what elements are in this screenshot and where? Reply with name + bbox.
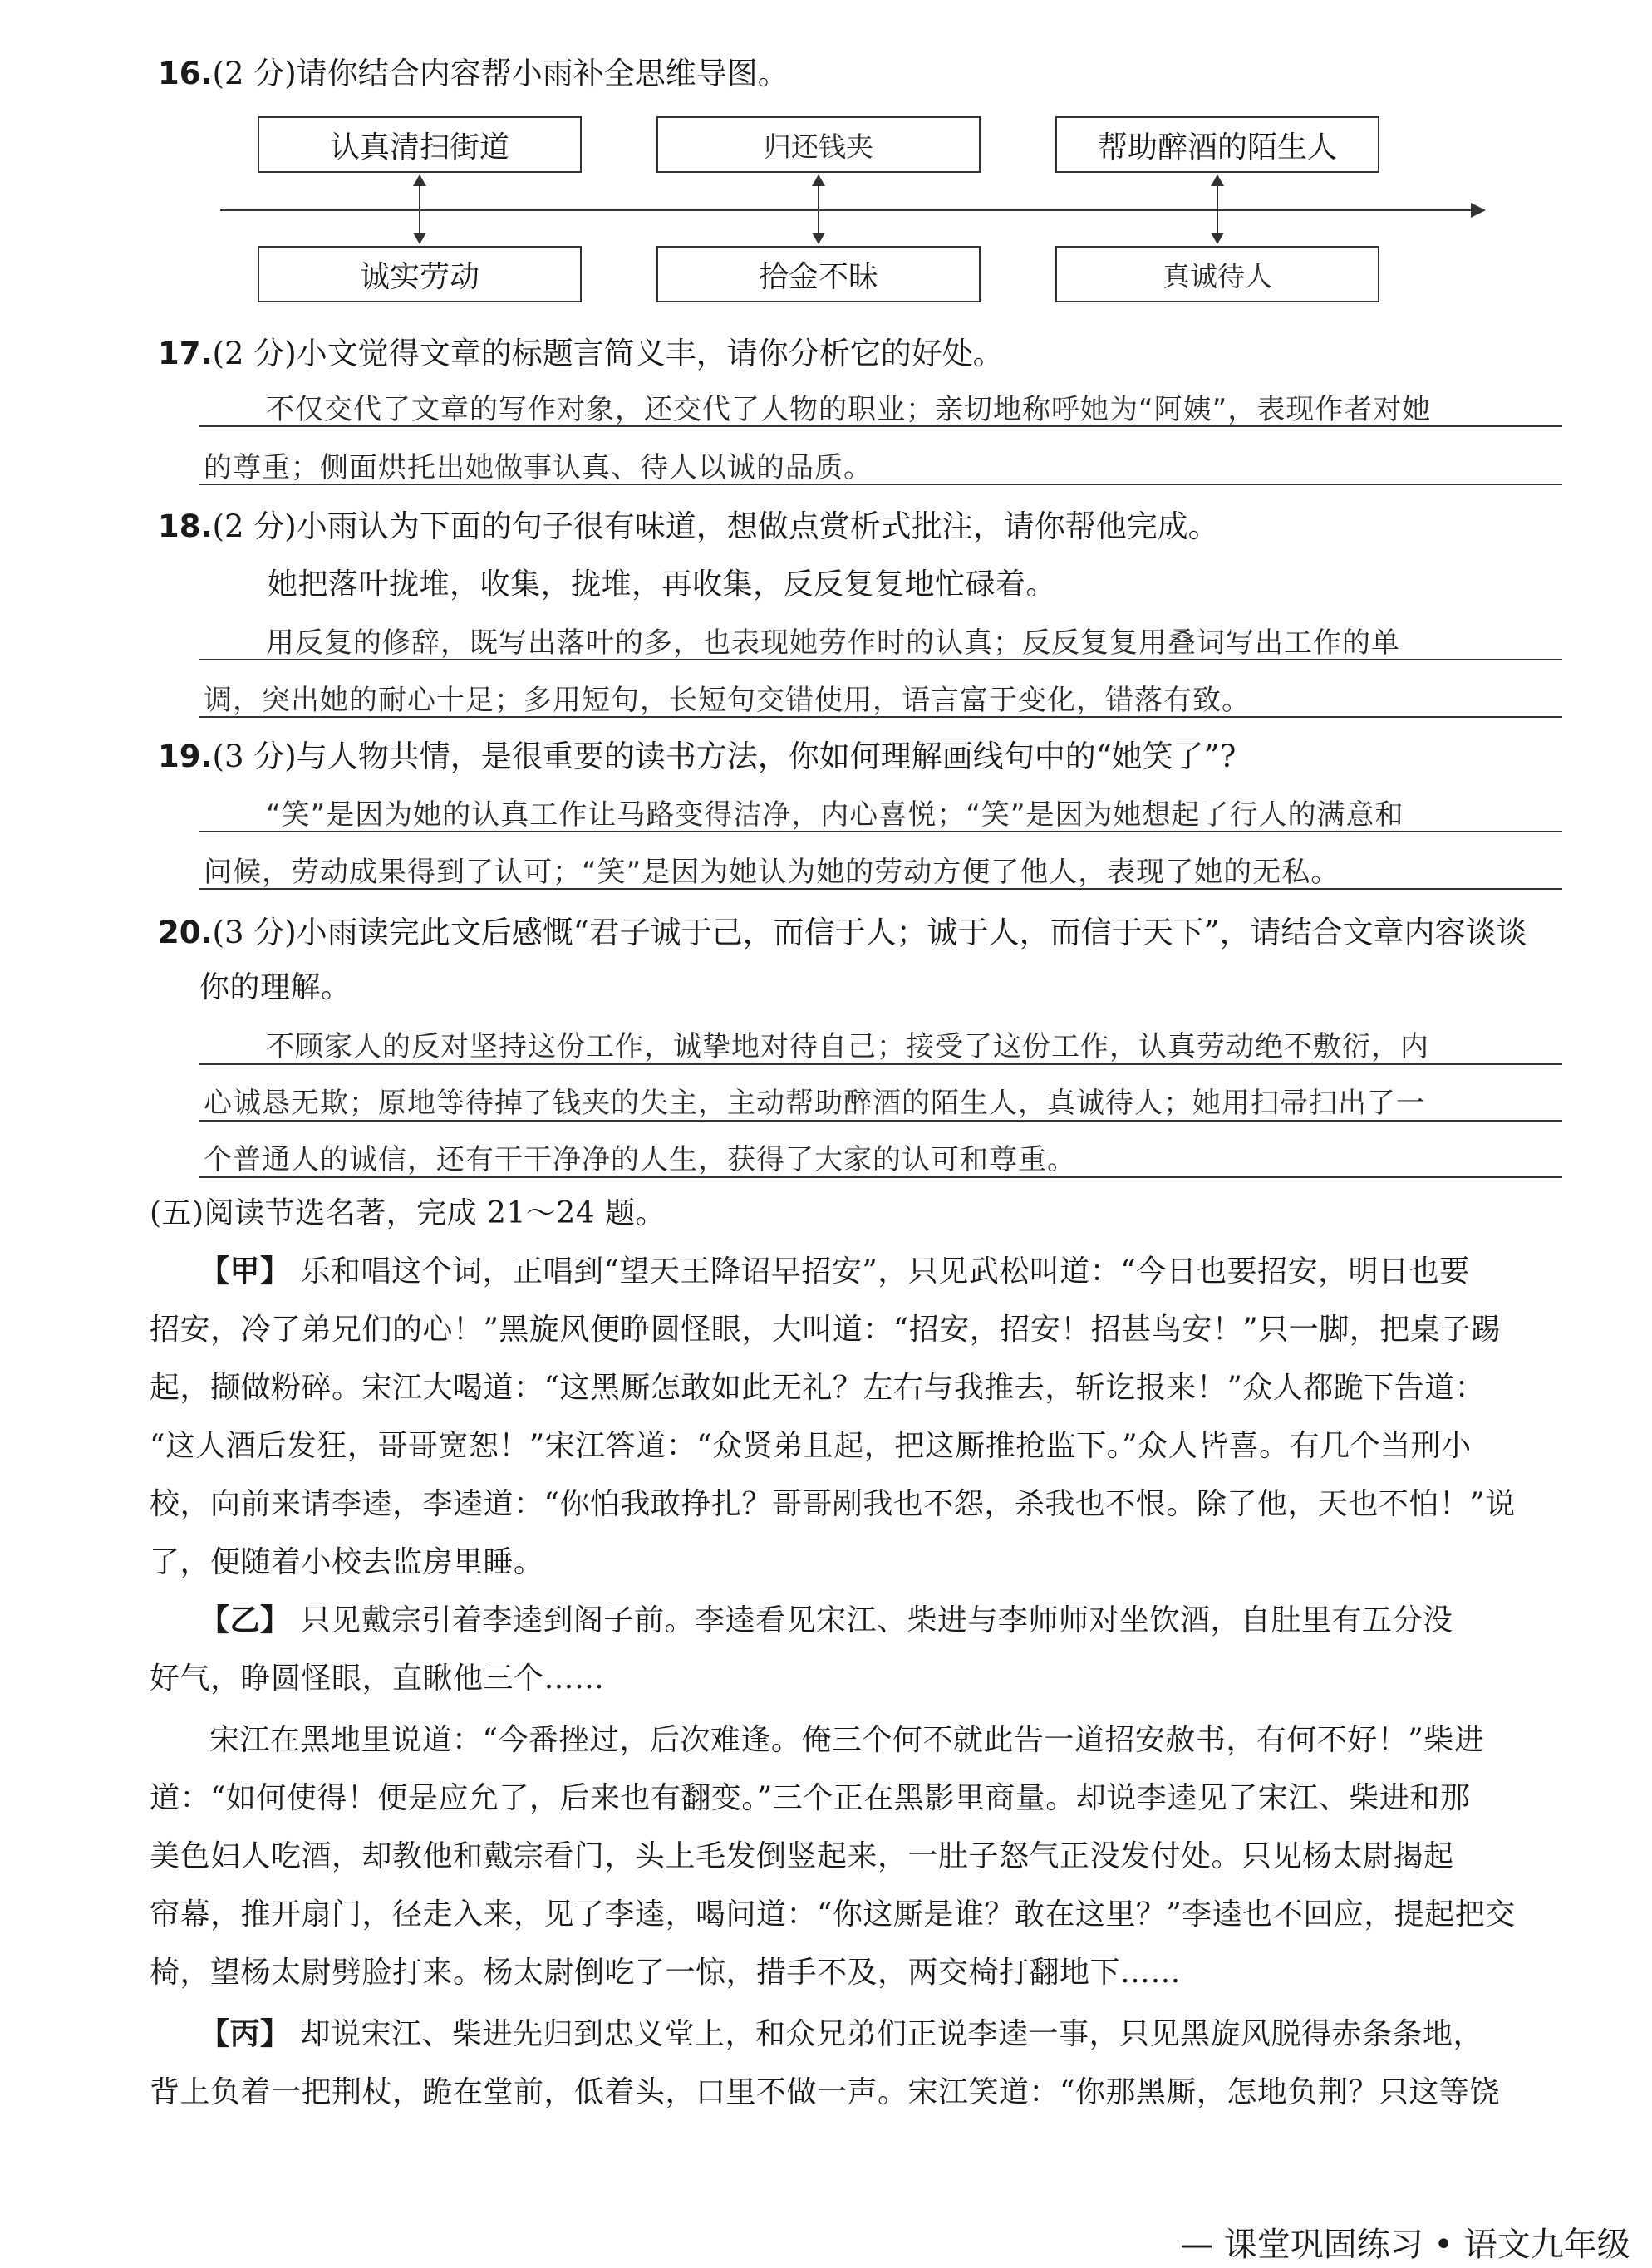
passage-tag: 【甲】 xyxy=(199,1254,291,1289)
passage-line: 椅，望杨太尉劈脸打来。杨太尉倒吃了一惊，措手不及，两交椅打翻地下…… xyxy=(150,1956,1182,1990)
question-16 xyxy=(158,48,789,93)
map-box-top-3: 帮助醉酒的陌生人 xyxy=(1055,116,1379,173)
map-box-top-1: 认真清扫街道 xyxy=(258,116,582,173)
question-number: 17. xyxy=(158,336,213,371)
question-number: 20. xyxy=(158,915,213,950)
answer-underline xyxy=(199,484,1562,485)
passage-tag: 【丙】 xyxy=(199,2016,291,2051)
answer-underline xyxy=(199,425,1562,427)
answer-underline xyxy=(199,659,1562,660)
question-number: 19. xyxy=(158,739,213,774)
timeline-arrow-icon xyxy=(1471,203,1486,218)
answer-underline xyxy=(199,1176,1562,1178)
answer-line: 调，突出她的耐心十足；多用短句，长短句交错使用，语言富于变化，错落有致。 xyxy=(204,684,1251,717)
passage-line xyxy=(199,1597,1453,1639)
section-heading: (五)阅读节选名著，完成 21～24 题。 xyxy=(150,1196,666,1230)
answer-underline xyxy=(199,1063,1562,1065)
passage-line: 招安，冷了弟兄们的心！”黑旋风便睁圆怪眼，大叫道：“招安，招安！招甚鸟安！”只一脚，把桌子踢 xyxy=(150,1313,1502,1347)
answer-underline xyxy=(199,1120,1562,1122)
question-text: (3 分)与人物共情，是很重要的读书方法，你如何理解画线句中的“她笑了”? xyxy=(212,739,1237,774)
question-20 xyxy=(158,907,1527,952)
arrow-down-icon xyxy=(413,233,426,244)
question-19 xyxy=(158,731,1236,776)
passage-line: 帘幕，推开扇门，径走入来，见了李逵，喝问道：“你这厮是谁？敢在这里？”李逵也不回应，提起把交 xyxy=(150,1897,1516,1932)
answer-line: 心诚恳无欺；原地等待掉了钱夹的失主，主动帮助醉酒的陌生人，真诚待人；她用扫帚扫出了一 xyxy=(204,1087,1425,1120)
answer-line: 的尊重；侧面烘托出她做事认真、待人以诚的品质。 xyxy=(204,451,873,484)
question-18 xyxy=(158,501,1219,546)
passage-line: 美色妇人吃酒，却教他和戴宗看门，头上毛发倒竖起来，一肚子怒气正没发付处。只见杨太尉揭起 xyxy=(150,1839,1454,1873)
connector-line xyxy=(1217,184,1218,234)
timeline-axis xyxy=(220,209,1471,211)
answer-line: 问候，劳动成果得到了认可；“笑”是因为她认为她的劳动方便了他人，表现了她的无私。 xyxy=(204,856,1340,889)
passage-text: 乐和唱这个词，正唱到“望天王降诏早招安”，只见武松叫道：“今日也要招安，明日也要 xyxy=(300,1254,1470,1289)
question-text: (2 分)请你结合内容帮小雨补全思维导图。 xyxy=(212,56,789,91)
arrow-down-icon xyxy=(812,233,825,244)
map-box-bottom-3: 真诚待人 xyxy=(1055,246,1379,302)
passage-line xyxy=(199,1248,1470,1290)
passage-line xyxy=(199,2010,1483,2053)
map-box-bottom-2: 拾金不昧 xyxy=(656,246,981,302)
passage-tag: 【乙】 xyxy=(199,1603,291,1637)
map-box-bottom-1: 诚实劳动 xyxy=(258,246,582,302)
passage-text: 却说宋江、柴进先归到忠义堂上，和众兄弟们正说李逵一事，只见黑旋风脱得赤条条地， xyxy=(300,2017,1483,2051)
question-text: (2 分)小文觉得文章的标题言简义丰，请你分析它的好处。 xyxy=(212,336,1004,371)
question-number: 16. xyxy=(158,56,213,91)
answer-line: 用反复的修辞，既写出落叶的多，也表现她劳作时的认真；反反复复用叠词写出工作的单 xyxy=(266,626,1400,660)
answer-underline xyxy=(199,716,1562,718)
passage-text: 只见戴宗引着李逵到阁子前。李逵看见宋江、柴进与李师师对坐饮酒，自肚里有五分没 xyxy=(300,1603,1453,1637)
question-number: 18. xyxy=(158,508,213,544)
passage-line: 校，向前来请李逵，李逵道：“你怕我敢挣扎？哥哥剐我也不怨，杀我也不恨。除了他，天也不怕！”说 xyxy=(150,1487,1516,1521)
question-text: (3 分)小雨读完此文后感慨“君子诚于己，而信于人；诚于人，而信于天下”，请结合文章内容谈谈 xyxy=(212,915,1527,950)
answer-line: 不顾家人的反对坚持这份工作，诚挚地对待自己；接受了这份工作，认真劳动绝不敷衍，内 xyxy=(266,1030,1429,1063)
question-text: (2 分)小雨认为下面的句子很有味道，想做点赏析式批注，请你帮他完成。 xyxy=(212,508,1219,544)
passage-line: 了，便随着小校去监房里睡。 xyxy=(150,1545,544,1579)
connector-line xyxy=(419,184,420,234)
answer-underline xyxy=(199,831,1562,832)
map-box-top-2: 归还钱夹 xyxy=(656,116,981,173)
answer-underline xyxy=(199,888,1562,890)
answer-line: “笑”是因为她的认真工作让马路变得洁净，内心喜悦；“笑”是因为她想起了行人的满意和 xyxy=(266,798,1404,832)
passage-line: 好气，睁圆怪眼，直瞅他三个…… xyxy=(150,1662,605,1696)
passage-line: 道：“如何使得！便是应允了，后来也有翻变。”三个正在黑影里商量。却说李逵见了宋江、柴进和那 xyxy=(150,1781,1471,1815)
quoted-sentence: 她把落叶拢堆，收集，拢堆，再收集，反反复复地忙碌着。 xyxy=(268,567,1057,601)
passage-line: 宋江在黑地里说道：“今番挫过，后次难逢。俺三个何不就此告一道招安赦书，有何不好！”柴进 xyxy=(209,1723,1485,1757)
passage-line: 起，撷做粉碎。宋江大喝道：“这黑厮怎敢如此无礼？左右与我推去，斩讫报来！”众人都跪下告道： xyxy=(150,1371,1486,1405)
passage-line: “这人酒后发狂，哥哥宽恕！”宋江答道：“众贤弟且起，把这厮推抢监下。”众人皆喜。有几个当刑小 xyxy=(150,1429,1472,1463)
question-text-continued: 你的理解。 xyxy=(199,970,352,1004)
question-17 xyxy=(158,328,1004,373)
answer-line: 个普通人的诚信，还有干干净净的人生，获得了大家的认可和尊重。 xyxy=(204,1143,1076,1176)
page-footer: — 课堂巩固练习 • 语文九年级 xyxy=(1180,2226,1630,2264)
answer-line: 不仅交代了文章的写作对象，还交代了人物的职业；亲切地称呼她为“阿姨”，表现作者对她 xyxy=(266,393,1432,426)
connector-line xyxy=(818,184,819,234)
arrow-down-icon xyxy=(1211,233,1224,244)
passage-line: 背上负着一把荆杖，跪在堂前，低着头，口里不做一声。宋江笑道：“你那黑厮，怎地负荆？只这等饶 xyxy=(150,2075,1500,2109)
